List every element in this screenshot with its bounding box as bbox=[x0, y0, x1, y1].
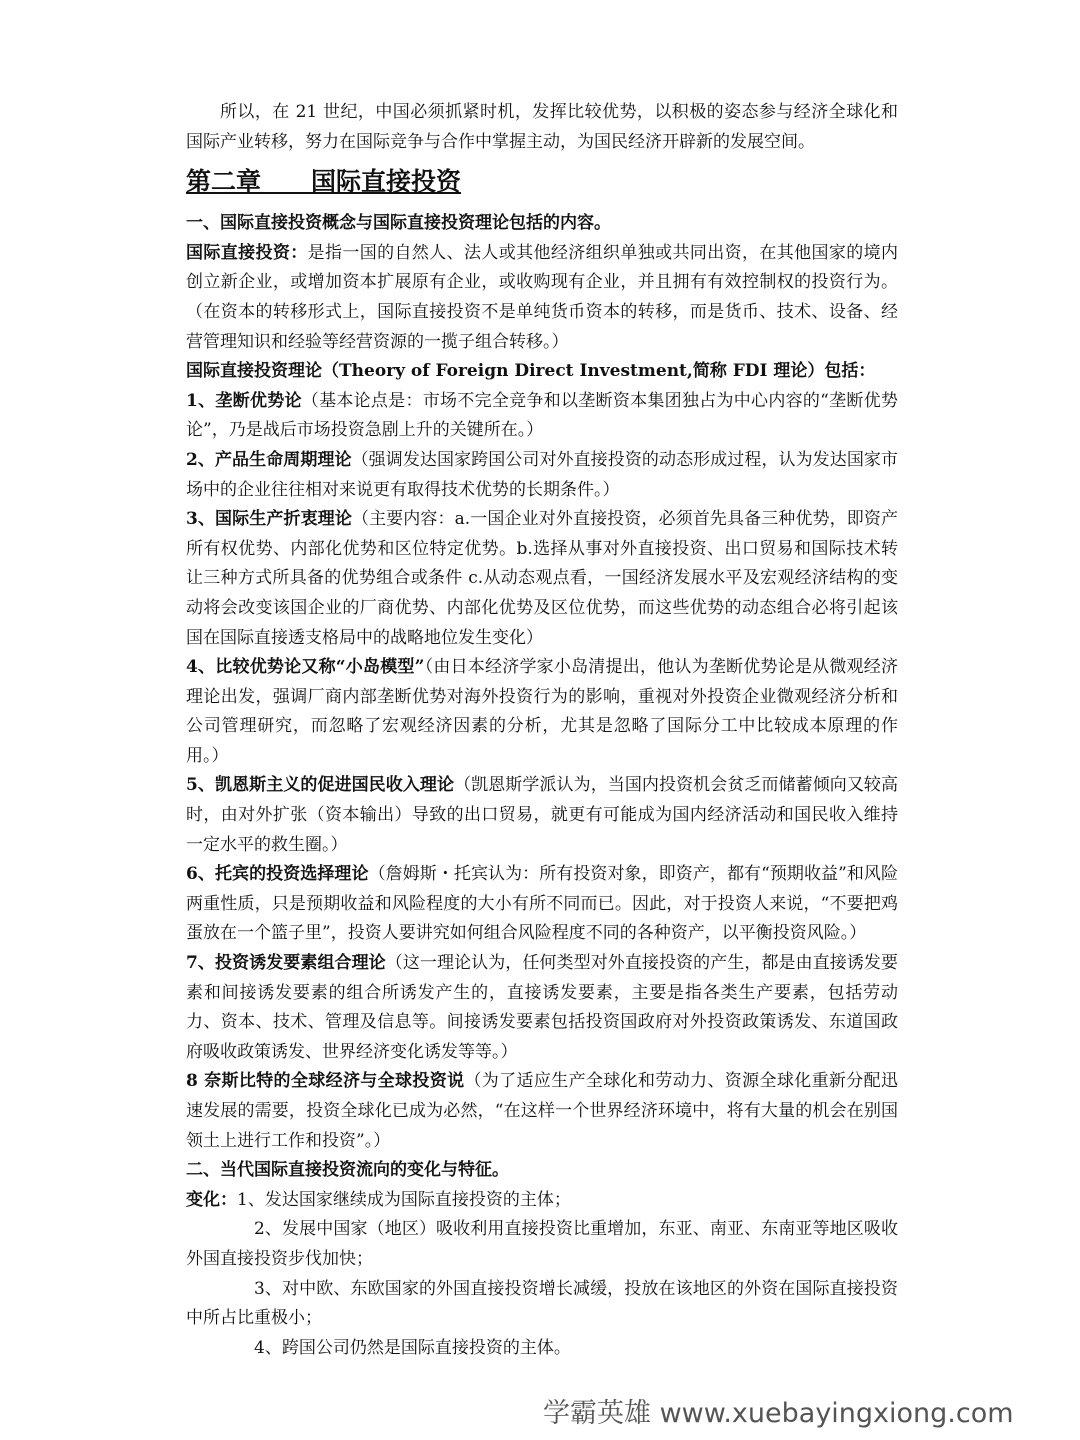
document-page bbox=[186, 98, 898, 1363]
changes-first bbox=[186, 1186, 898, 1216]
theory-title: 4、比较优势论又称“小岛模型” bbox=[186, 657, 425, 678]
section-heading-1: 一、国际直接投资概念与国际直接投资理论包括的内容。 bbox=[186, 213, 611, 234]
theory-item bbox=[186, 949, 898, 1067]
theory-text: （詹姆斯・托宾认为：所有投资对象，即资产，都有“预期收益”和风险两重性质，只是预期收益和风险程度的大小有所不同而已。因此，对于投资人来说，“不要把鸡蛋放在一个篮子里”，投资人要讲究如何组合风险程度不同的各种资产，以平衡投资风险。） bbox=[186, 864, 898, 944]
theory-text: （为了适应生产全球化和劳动力、资源全球化重新分配迅速发展的需要，投资全球化已成为必然，“在这样一个世界经济环境中，将有大量的机会在别国领土上进行工作和投资”。） bbox=[186, 1071, 899, 1151]
theory-title: 7、投资诱发要素组合理论 bbox=[186, 953, 386, 974]
changes-item: 3、对中欧、东欧国家的外国直接投资增长减缓，投放在该地区的外资在国际直接投资中所占比重极小； bbox=[186, 1278, 898, 1329]
theory-item bbox=[186, 1067, 898, 1156]
changes-item: 4、跨国公司仍然是国际直接投资的主体。 bbox=[254, 1337, 571, 1358]
theory-title: 3、国际生产折衷理论 bbox=[186, 509, 352, 530]
changes-item: 2、发展中国家（地区）吸收利用直接投资比重增加，东亚、南亚、东南亚等地区吸收外国直接投资步伐加快； bbox=[186, 1219, 898, 1269]
theory-title: 8 奈斯比特的全球经济与全球投资说 bbox=[186, 1071, 465, 1092]
changes-item: 1、发达国家继续成为国际直接投资的主体； bbox=[237, 1189, 571, 1210]
theory-text: （凯恩斯学派认为，当国内投资机会贫乏而储蓄倾向又较高时，由对外扩张（资本输出）导致的出口贸易，就更有可能成为国内经济活动和国民收入维持一定水平的救生圈。） bbox=[186, 775, 899, 855]
theory-item bbox=[186, 446, 898, 505]
intro-paragraph: 所以，在 21 世纪，中国必须抓紧时机，发挥比较优势，以积极的姿态参与经济全球化和国际产业转移，努力在国际竞争与合作中掌握主动，为国民经济开辟新的发展空间。 bbox=[186, 102, 898, 152]
chapter-title: 第二章 国际直接投资 bbox=[186, 167, 462, 197]
theory-title: 6、托宾的投资选择理论 bbox=[186, 864, 369, 885]
changes-label: 变化： bbox=[186, 1189, 237, 1210]
theory-item bbox=[186, 505, 898, 653]
theory-text: （由日本经济学家小岛清提出，他认为垄断优势论是从微观经济理论出发，强调厂商内部垄断优势对海外投资行为的影响，重视对外投资企业微观经济分析和公司管理研究，而忽略了宏观经济因素的分析，尤其是忽略了国际分工中比较成本原理的作用。） bbox=[186, 657, 898, 766]
theory-title: 2、产品生命周期理论 bbox=[186, 449, 352, 470]
theory-text: （这一理论认为，任何类型对外直接投资的产生，都是由直接诱发要素和间接诱发要素的组合所诱发产生的，直接诱发要素，主要是指各类生产要素，包括劳动力、资本、技术、管理及信息等。间接诱发要素包括投资国政府对外投资政策诱发、东道国政府吸收政策诱发、世界经济变化诱发等等。） bbox=[186, 953, 899, 1062]
theory-intro: 国际直接投资理论（Theory of Foreign Direct Investment,简称 FDI 理论）包括： bbox=[186, 361, 876, 382]
definition-text: 是指一国的自然人、法人或其他经济组织单独或共同出资，在其他国家的境内创立新企业，或增加资本扩展原有企业，或收购现有企业，并且拥有有效控制权的投资行为。（在资本的转移形式上，国际直接投资不是单纯货币资本的转移，而是货币、技术、设备、经营管理知识和经验等经营资源的一揽子组合转移。） bbox=[186, 242, 898, 352]
theory-item bbox=[186, 653, 898, 771]
theory-text: （强调发达国家跨国公司对外直接投资的动态形成过程，认为发达国家市场中的企业往往相对来说更有取得技术优势的长期条件。） bbox=[186, 449, 898, 500]
theory-title: 1、垄断优势论 bbox=[186, 390, 302, 411]
footer-watermark: 学霸英雄 www.xuebayingxiong.com bbox=[543, 1398, 1014, 1429]
theory-item bbox=[186, 387, 898, 446]
section-heading-2: 二、当代国际直接投资流向的变化与特征。 bbox=[186, 1160, 509, 1181]
definition-paragraph bbox=[186, 239, 898, 357]
theory-item bbox=[186, 771, 898, 860]
theory-text: （主要内容：a.一国企业对外直接投资，必须首先具备三种优势，即资产所有权优势、内部化优势和区位特定优势。b.选择从事对外直接投资、出口贸易和国际技术转让三种方式所具备的优势组合或条件 c.从动态观点看，一国经济发展水平及宏观经济结构的变动将会改变该国企业的厂商优势、内部化优势及区位优势，而这些优势的动态组合必将引起该国在国际直接透支格局中的战略地位发生变化） bbox=[186, 509, 898, 648]
definition-term: 国际直接投资： bbox=[186, 242, 308, 263]
theory-text: （基本论点是：市场不完全竞争和以垄断资本集团独占为中心内容的“垄断优势论”，乃是战后市场投资急剧上升的关键所在。） bbox=[186, 390, 898, 441]
theory-title: 5、凯恩斯主义的促进国民收入理论 bbox=[186, 775, 455, 796]
theory-item bbox=[186, 860, 898, 949]
